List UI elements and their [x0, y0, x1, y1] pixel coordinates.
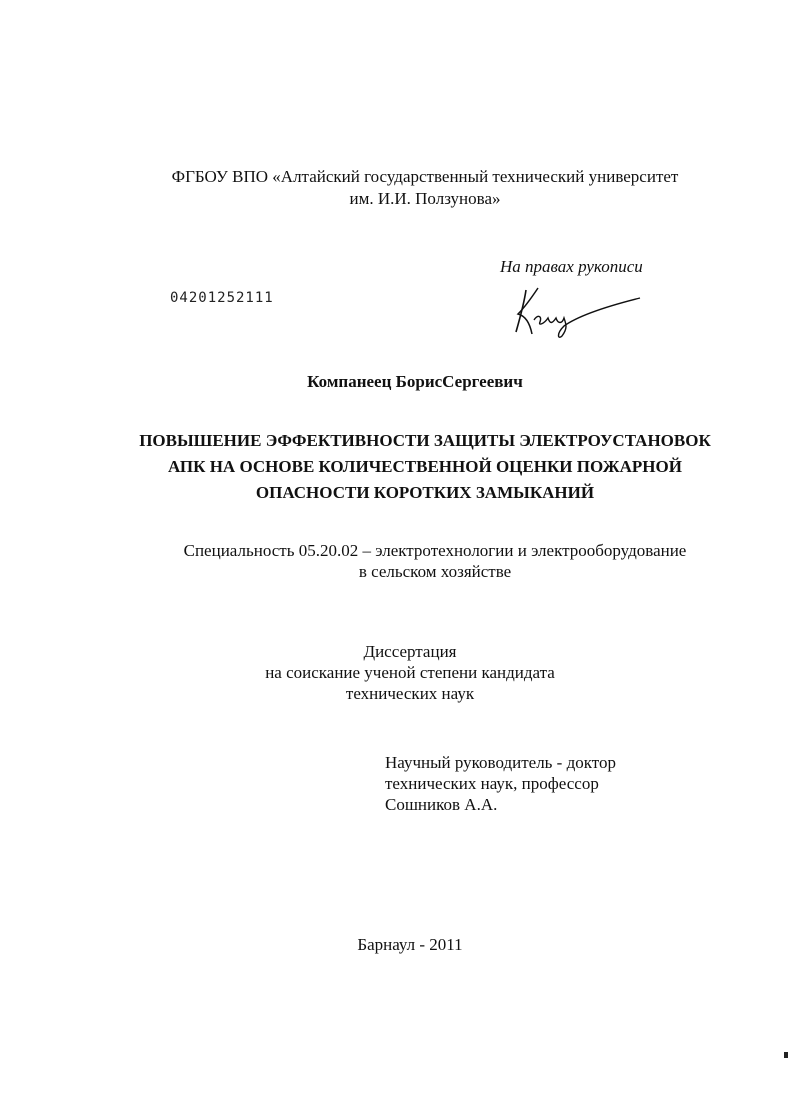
title-line-3: ОПАСНОСТИ КОРОТКИХ ЗАМЫКАНИЙ [255, 483, 595, 502]
institution-line-2: им. И.И. Ползунова» [349, 189, 501, 208]
manuscript-rights-note: На правах рукописи [500, 257, 643, 276]
degree-line-1: Диссертация [363, 642, 457, 661]
signature-stroke [534, 298, 640, 337]
city-and-year: Барнаул - 2011 [357, 935, 463, 954]
registration-code: 04201252111 [170, 290, 274, 306]
supervisor-line-3: Сошников А.А. [385, 795, 498, 814]
supervisor-line-2: технических наук, профессор [385, 774, 599, 793]
specialty-line-1: Специальность 05.20.02 – электротехнологии и электрооборудование [183, 541, 687, 560]
degree-line-2: на соискание ученой степени кандидата [265, 663, 555, 682]
institution-header [120, 166, 730, 210]
title-line-1: ПОВЫШЕНИЕ ЭФФЕКТИВНОСТИ ЗАЩИТЫ ЭЛЕКТРОУСТАНОВОК [139, 431, 711, 450]
scan-mark [784, 1052, 788, 1058]
degree-statement [180, 641, 640, 704]
specialty [120, 540, 750, 582]
scientific-supervisor [385, 752, 705, 815]
degree-line-3: технических наук [345, 684, 475, 703]
dissertation-title [80, 428, 770, 506]
author-name: Компанеец БорисСергеевич [307, 372, 523, 391]
institution-line-1: ФГБОУ ВПО «Алтайский государственный технический университет [171, 167, 679, 186]
signature-stroke [518, 288, 538, 334]
signature-image [508, 280, 648, 340]
supervisor-line-1: Научный руководитель - доктор [385, 753, 616, 772]
specialty-line-2: в сельском хозяйстве [358, 562, 512, 581]
title-line-2: АПК НА ОСНОВЕ КОЛИЧЕСТВЕННОЙ ОЦЕНКИ ПОЖАРНОЙ [168, 457, 682, 476]
